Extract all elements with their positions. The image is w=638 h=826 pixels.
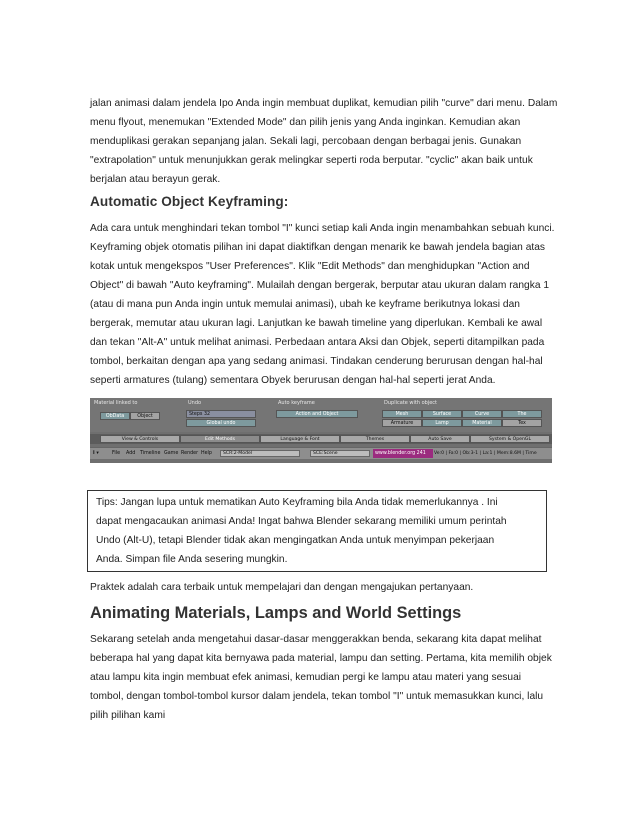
lamp-button[interactable]: Lamp (422, 419, 462, 427)
auto-keyframe-group (276, 400, 366, 430)
blender-user-preferences-screenshot (90, 398, 552, 463)
menu-bar (90, 447, 552, 459)
tab-edit-methods[interactable]: Edit Methods (180, 435, 260, 443)
surface-button[interactable]: Surface (422, 410, 462, 418)
tex-button[interactable]: Tex (502, 419, 542, 427)
mesh-button[interactable]: Mesh (382, 410, 422, 418)
the-button[interactable]: The (502, 410, 542, 418)
preferences-panel (90, 398, 552, 432)
armature-button[interactable]: Armature (382, 419, 422, 427)
menu-add[interactable]: Add (126, 451, 136, 456)
tips-box (87, 490, 547, 572)
steps-field[interactable]: Steps 32 (186, 410, 256, 418)
global-undo-button[interactable]: Global undo (186, 419, 256, 427)
tips-line-2: dapat mengacaukan animasi Anda! Ingat bahwa Blender sekarang memiliki umum perintah (96, 516, 507, 527)
paragraph-1: jalan animasi dalam jendela Ipo Anda ingin membuat duplikat, kemudian pilih "curve" dari menu. Dalam menu flyout, menemukan "Extended Mode" dan pilih jenis yang Anda inginkan. Kemudian akan menduplikasi gerakan sepanjang jalan. Sekali lagi, percobaan dengan berbagai jenis. Gunakan "extrapolation" untuk menunjukkan gerak melingkar seperti roda berputar. "cyclic" akan baik untuk berjalan atau berayun gerak. (90, 98, 558, 185)
tips-line-1: Tips: Jangan lupa untuk mematikan Auto Keyframing bila Anda tidak memerlukannya . Ini (96, 497, 498, 508)
obdata-button[interactable]: ObData (100, 412, 130, 420)
menu-game[interactable]: Game (164, 451, 179, 456)
preferences-tabs (90, 434, 552, 444)
blender-url: www.blender.org 241 (373, 449, 433, 458)
tips-line-4: Anda. Simpan file Anda sesering mungkin. (96, 554, 288, 565)
tab-language-font[interactable]: Language & Font (260, 435, 340, 443)
heading-animating-materials: Animating Materials, Lamps and World Settings (90, 604, 462, 622)
menu-timeline[interactable]: Timeline (140, 451, 161, 456)
action-and-object-button[interactable]: Action and Object (276, 410, 358, 418)
paragraph-4: Sekarang setelah anda mengetahui dasar-dasar menggerakkan benda, sekarang kita dapat melihat beberapa hal yang dapat kita bernyawa pada material, lampu dan setting. Pertama, kita memilih objek atau lampu kita ingin membuat efek animasi, kemudian pergi ke lampu atau materi yang sesuai tombol, dengan tombol-tombol kursor dalam jendela, tekan tombol "I" untuk memasukkan kunci, lalu pilih pilihan kami (90, 634, 552, 721)
duplicate-label: Duplicate with object (384, 400, 438, 406)
material-button[interactable]: Material (462, 419, 502, 427)
menu-render[interactable]: Render (181, 451, 199, 456)
scene-selector[interactable]: SCE:Scene (310, 450, 370, 457)
material-linked-label: Material linked to (94, 400, 138, 406)
object-button[interactable]: Object (130, 412, 160, 420)
tab-system-opengl[interactable]: System & OpenGL (470, 435, 550, 443)
undo-label: Undo (188, 400, 202, 406)
tab-view-controls[interactable]: View & Controls (100, 435, 180, 443)
auto-keyframe-label: Auto keyframe (278, 400, 315, 406)
menu-file[interactable]: File (112, 451, 121, 456)
tips-line-3: Undo (Alt-U), tetapi Blender tidak akan mengingatkan Anda untuk menyimpan pekerjaan (96, 535, 495, 546)
curve-button[interactable]: Curve (462, 410, 502, 418)
info-icon[interactable]: i ▾ (93, 451, 99, 456)
heading-automatic-object-keyframing: Automatic Object Keyframing: (90, 194, 289, 209)
tab-auto-save[interactable]: Auto Save (410, 435, 470, 443)
duplicate-group (382, 400, 552, 430)
material-linked-group (92, 400, 172, 430)
tab-themes[interactable]: Themes (340, 435, 410, 443)
screen-selector[interactable]: SCR:2-Model (220, 450, 300, 457)
undo-group (186, 400, 266, 430)
status-stats: Ve:0 | Fa:0 | Ob:3-1 | La:1 | Mem:8.6M | Time (434, 451, 537, 456)
paragraph-3: Praktek adalah cara terbaik untuk mempelajari dan dengan mengajukan pertanyaan. (90, 582, 474, 593)
menu-help[interactable]: Help (201, 451, 212, 456)
paragraph-2: Ada cara untuk menghindari tekan tombol "I" kunci setiap kali Anda ingin menambahkan sebuah kunci. Keyframing objek otomatis pilihan ini dapat diaktifkan dengan menarik ke bawah jendela bagian atas kotak untuk mengekspos "User Preferences". Klik "Edit Methods" dan menghidupkan "Action and Object" di bawah "Auto keyframing". Mulailah dengan bergerak, berputar atau ukuran dalam rangka 1 (atau di mana pun Anda ingin untuk memulai animasi), ubah ke keyframe berikutnya lokasi dan bergerak, memutar atau ukuran lagi. Lanjutkan ke bawah timeline yang diperlukan. Kembali ke awal dan tekan "Alt-A" untuk melihat animasi. Perbedaan antara Aksi dan Objek, seperti ditampilkan pada tombol, berkaitan dengan apa yang sedang animasi. Tindakan cenderung berurusan dengan hal-hal seperti armatures (tulang) sementara Obyek berurusan dengan hal-hal seperti jerat Anda. (90, 223, 555, 386)
